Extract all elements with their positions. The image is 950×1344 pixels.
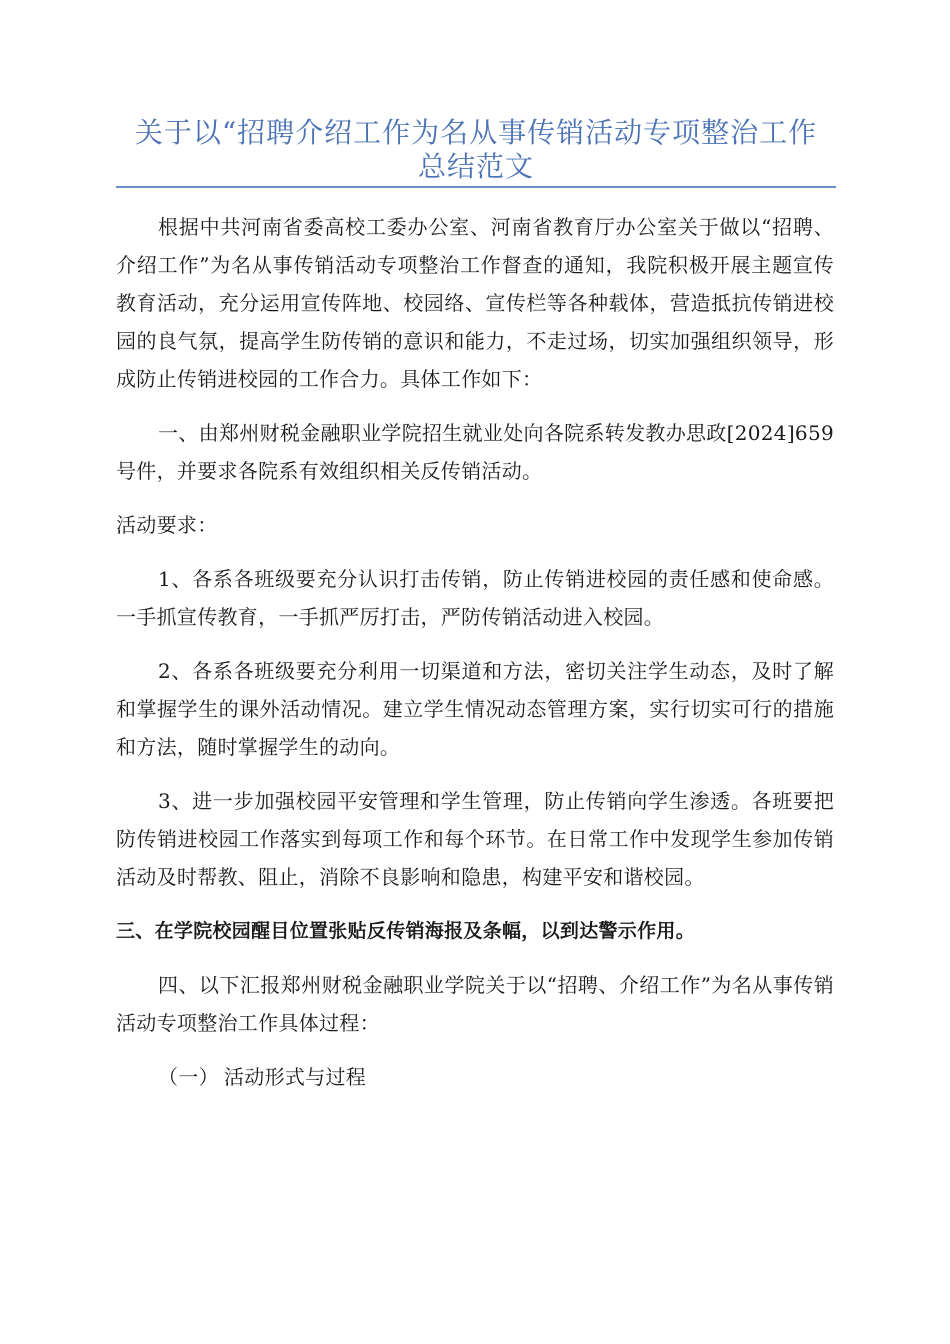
subsection-1-heading [116, 1058, 834, 1096]
subsection-1-text: 活动形式与过程 [224, 1065, 367, 1089]
section-1-paragraph: 一、由郑州财税金融职业学院招生就业处向各院系转发教办思政[2024]659号件，并要求各院系有效组织相关反传销活动。 [116, 421, 834, 483]
title-line-1: 关于以“招聘介绍工作为名从事传销活动专项整治工作 [134, 116, 818, 149]
subsection-1-label: （一） [158, 1065, 219, 1089]
requirements-label: 活动要求： [116, 513, 218, 537]
title-line-2: 总结范文 [417, 150, 534, 183]
intro-paragraph: 根据中共河南省委高校工委办公室、河南省教育厅办公室关于做以“招聘、介绍工作”为名从事传销活动专项整治工作督查的通知，我院积极开展主题宣传教育活动，充分运用宣传阵地、校园络、宣传栏等各种载体，营造抵抗传销进校园的良气氛，提高学生防传销的意识和能力，不走过场，切实加强组织领导，形成防止传销进校园的工作合力。具体工作如下： [116, 215, 834, 391]
document-title [116, 116, 836, 184]
section-3-heading: 三、在学院校园醒目位置张贴反传销海报及条幅，以到达警示作用。 [116, 920, 696, 942]
document-body [116, 208, 834, 1112]
requirement-1-paragraph: 1、各系各班级要充分认识打击传销，防止传销进校园的责任感和使命感。一手抓宣传教育，一手抓严厉打击，严防传销活动进入校园。 [116, 567, 834, 629]
title-underline [116, 186, 836, 188]
section-4-paragraph: 四、以下汇报郑州财税金融职业学院关于以“招聘、介绍工作”为名从事传销活动专项整治工作具体过程： [116, 973, 834, 1035]
requirement-2-paragraph: 2、各系各班级要充分利用一切渠道和方法，密切关注学生动态，及时了解和掌握学生的课外活动情况。建立学生情况动态管理方案，实行切实可行的措施和方法，随时掌握学生的动向。 [116, 659, 834, 759]
requirement-3-paragraph: 3、进一步加强校园平安管理和学生管理，防止传销向学生渗透。各班要把防传销进校园工作落实到每项工作和每个环节。在日常工作中发现学生参加传销活动及时帮教、阻止，消除不良影响和隐患，构建平安和谐校园。 [116, 789, 834, 889]
